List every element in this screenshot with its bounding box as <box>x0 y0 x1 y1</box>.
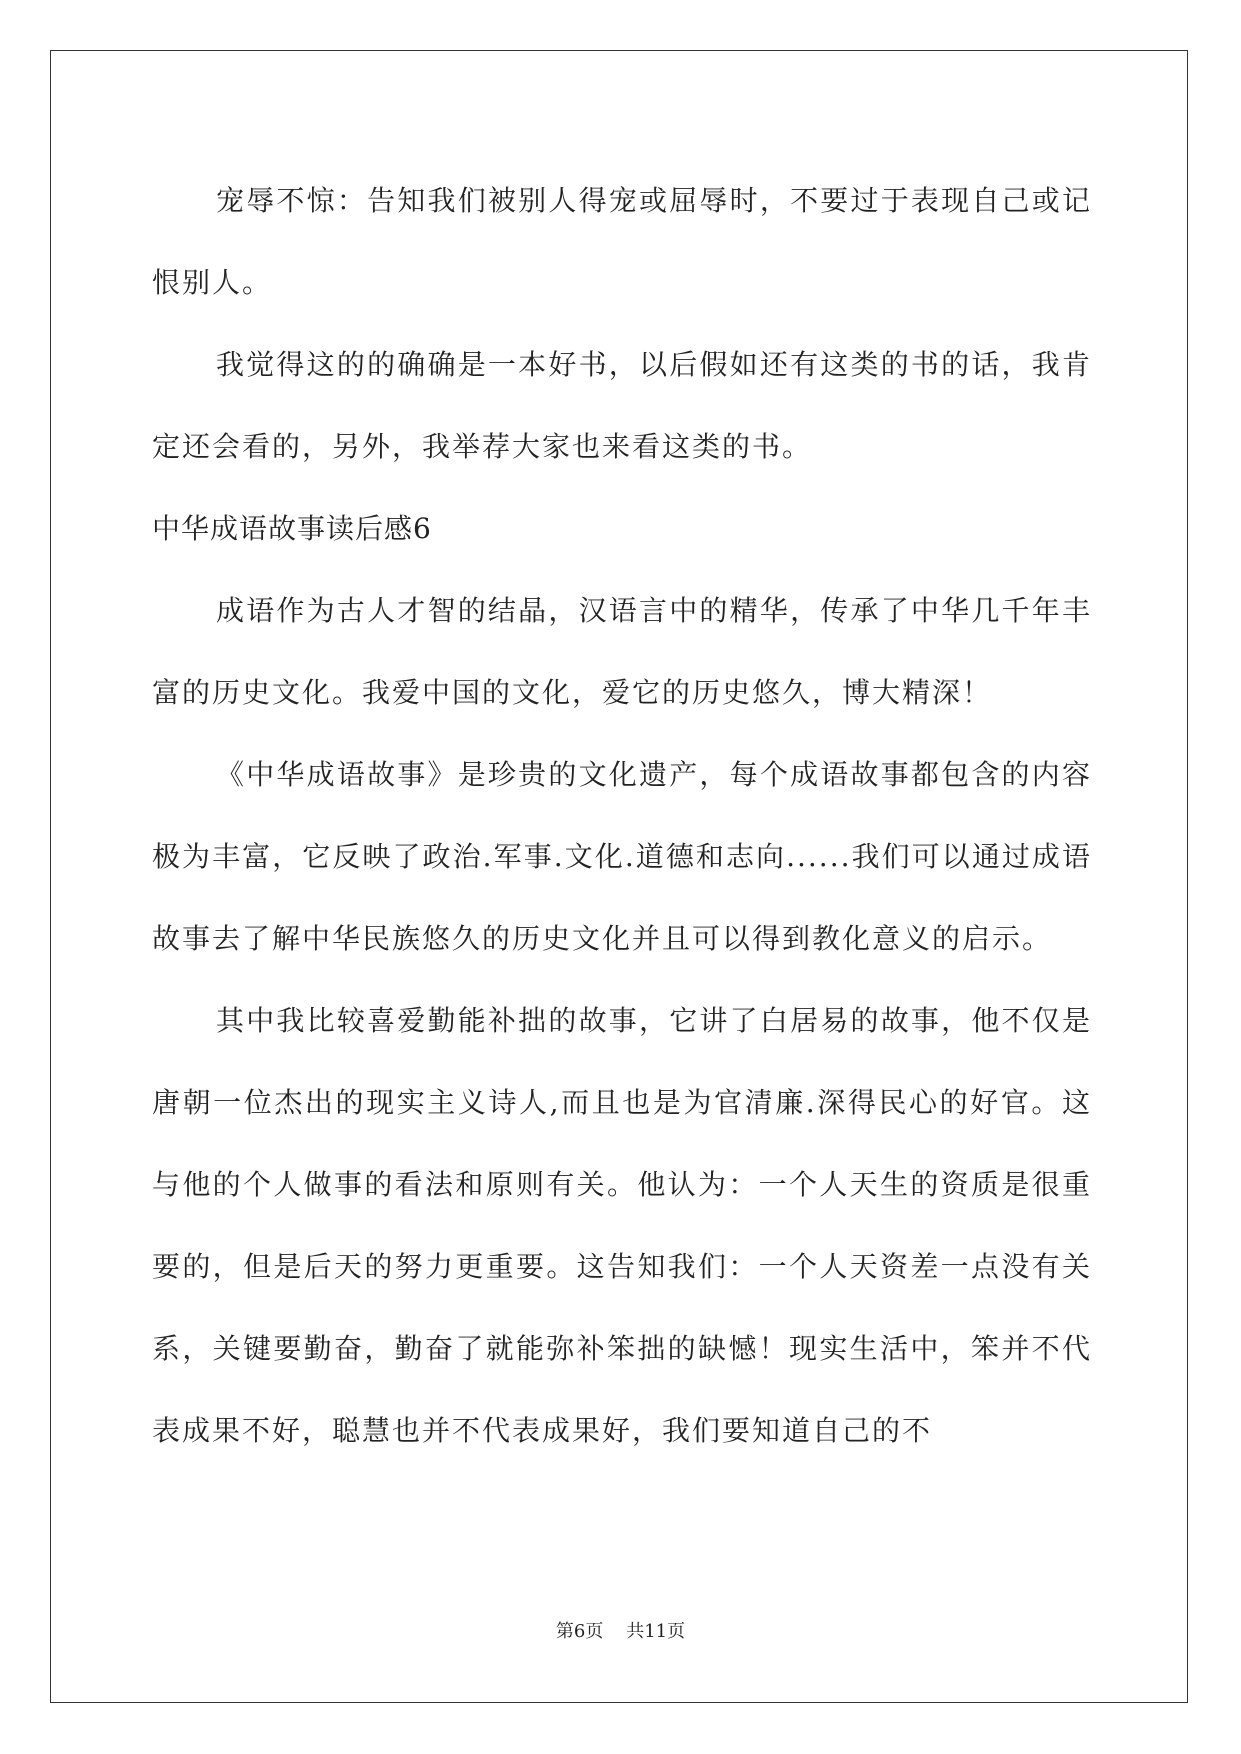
paragraph-book-heritage: 《中华成语故事》是珍贵的文化遗产，每个成语故事都包含的内容极为丰富，它反映了政治.军事.文化.道德和志向......我们可以通过成语故事去了解中华民族悠久的历史文化并且可以得到教化意义的启示。 <box>152 758 1092 955</box>
page-footer <box>0 1617 1241 1643</box>
page-total: 共11页 <box>626 1621 686 1642</box>
document-body <box>152 160 1092 1472</box>
paragraph-good-book: 我觉得这的的确确是一本好书，以后假如还有这类的书的话，我肯定还会看的，另外，我举荐大家也来看这类的书。 <box>152 348 1092 463</box>
paragraph-chongru-bujing: 宠辱不惊：告知我们被别人得宠或屈辱时，不要过于表现自己或记恨别人。 <box>152 184 1092 299</box>
section-heading: 中华成语故事读后感6 <box>152 512 432 545</box>
page-number: 第6页 <box>555 1621 604 1642</box>
paragraph-diligence-story: 其中我比较喜爱勤能补拙的故事，它讲了白居易的故事，他不仅是唐朝一位杰出的现实主义诗人,而且也是为官清廉.深得民心的好官。这与他的个人做事的看法和原则有关。他认为：一个人天生的资质是很重要的，但是后天的努力更重要。这告知我们：一个人天资差一点没有关系，关键要勤奋，勤奋了就能弥补笨拙的缺憾！现实生活中，笨并不代表成果不好，聪慧也并不代表成果好，我们要知道自己的不 <box>152 1004 1092 1447</box>
paragraph-idiom-intro: 成语作为古人才智的结晶，汉语言中的精华，传承了中华几千年丰富的历史文化。我爱中国的文化，爱它的历史悠久，博大精深！ <box>152 594 1092 709</box>
